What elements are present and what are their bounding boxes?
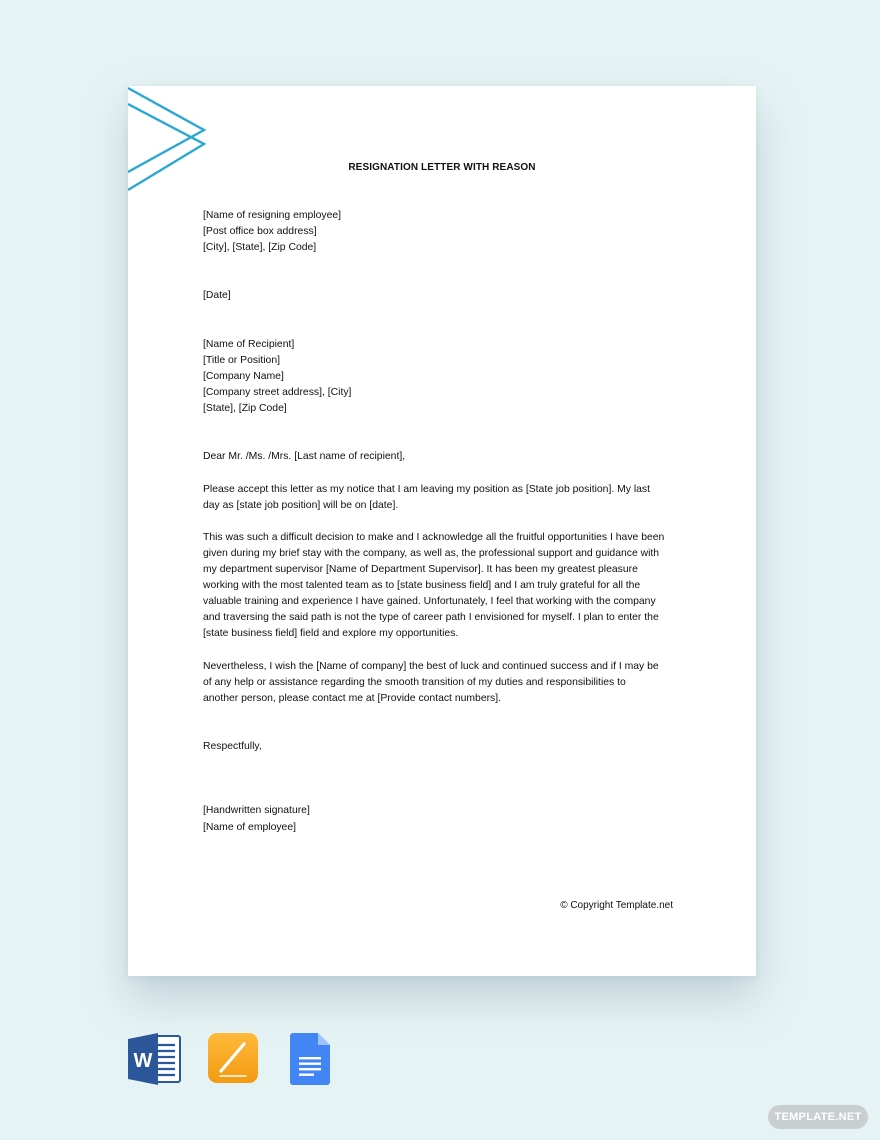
paragraph-line: my department supervisor [Name of Department Supervisor]. It has been my greatest pleasure [203, 564, 638, 576]
salutation: Dear Mr. /Ms. /Mrs. [Last name of recipient], [203, 451, 406, 463]
paragraph-line: of any help or assistance regarding the smooth transition of my duties and responsibilities to [203, 676, 626, 688]
paragraph-line: Please accept this letter as my notice that I am leaving my position as [State job position]. My last [203, 483, 651, 495]
recipient-street: [Company street address], [City] [203, 387, 352, 399]
document-title: RESIGNATION LETTER WITH REASON [348, 162, 536, 173]
paragraph-closing [203, 659, 683, 707]
employee-name: [Name of employee] [203, 821, 296, 833]
copyright-notice: © Copyright Template.net [560, 900, 673, 911]
letter-date: [Date] [203, 290, 231, 302]
google-docs-icon[interactable] [290, 1033, 332, 1085]
brand-arrow-logo [128, 86, 208, 196]
sender-address: [Post office box address] [203, 226, 317, 238]
recipient-company: [Company Name] [203, 370, 284, 382]
word-icon[interactable] [128, 1033, 182, 1085]
paragraph-line: [state business field] field and explore my opportunities. [203, 628, 459, 640]
paragraph-line: This was such a difficult decision to make and I acknowledge all the fruitful opportunities I have been [203, 531, 665, 543]
paragraph-reason [203, 530, 683, 643]
letter-body [203, 208, 683, 836]
closing: Respectfully, [203, 741, 262, 753]
pages-icon[interactable] [208, 1033, 258, 1085]
sender-city: [City], [State], [Zip Code] [203, 242, 317, 254]
template-watermark: TEMPLATE.NET [768, 1105, 868, 1129]
paragraph-line: Nevertheless, I wish the [Name of company] the best of luck and continued success and if I may be [203, 660, 659, 672]
word-icon-letter: W [133, 1050, 153, 1072]
document-page [128, 86, 756, 976]
paragraph-notice [203, 482, 683, 514]
paragraph-line: working with the most talented team as to [state business field] and I am truly grateful for all the [203, 580, 641, 592]
sender-name: [Name of resigning employee] [203, 210, 342, 221]
signature-placeholder: [Handwritten signature] [203, 805, 310, 817]
paragraph-line: valuable training and experience I have gained. Unfortunately, I feel that working with the company [203, 596, 656, 608]
paragraph-line: given during my brief stay with the company, as well as, the professional support and guidance with [203, 547, 660, 559]
paragraph-line: another person, please contact me at [Provide contact numbers]. [203, 692, 502, 704]
paragraph-line: and traversing the said path is not the type of career path I envisioned for myself. I plan to enter the [203, 612, 659, 624]
recipient-state: [State], [Zip Code] [203, 403, 287, 415]
recipient-name: [Name of Recipient] [203, 338, 295, 350]
paragraph-line: day as [state job position] will be on [date]. [203, 499, 399, 511]
recipient-title: [Title or Position] [203, 354, 280, 366]
